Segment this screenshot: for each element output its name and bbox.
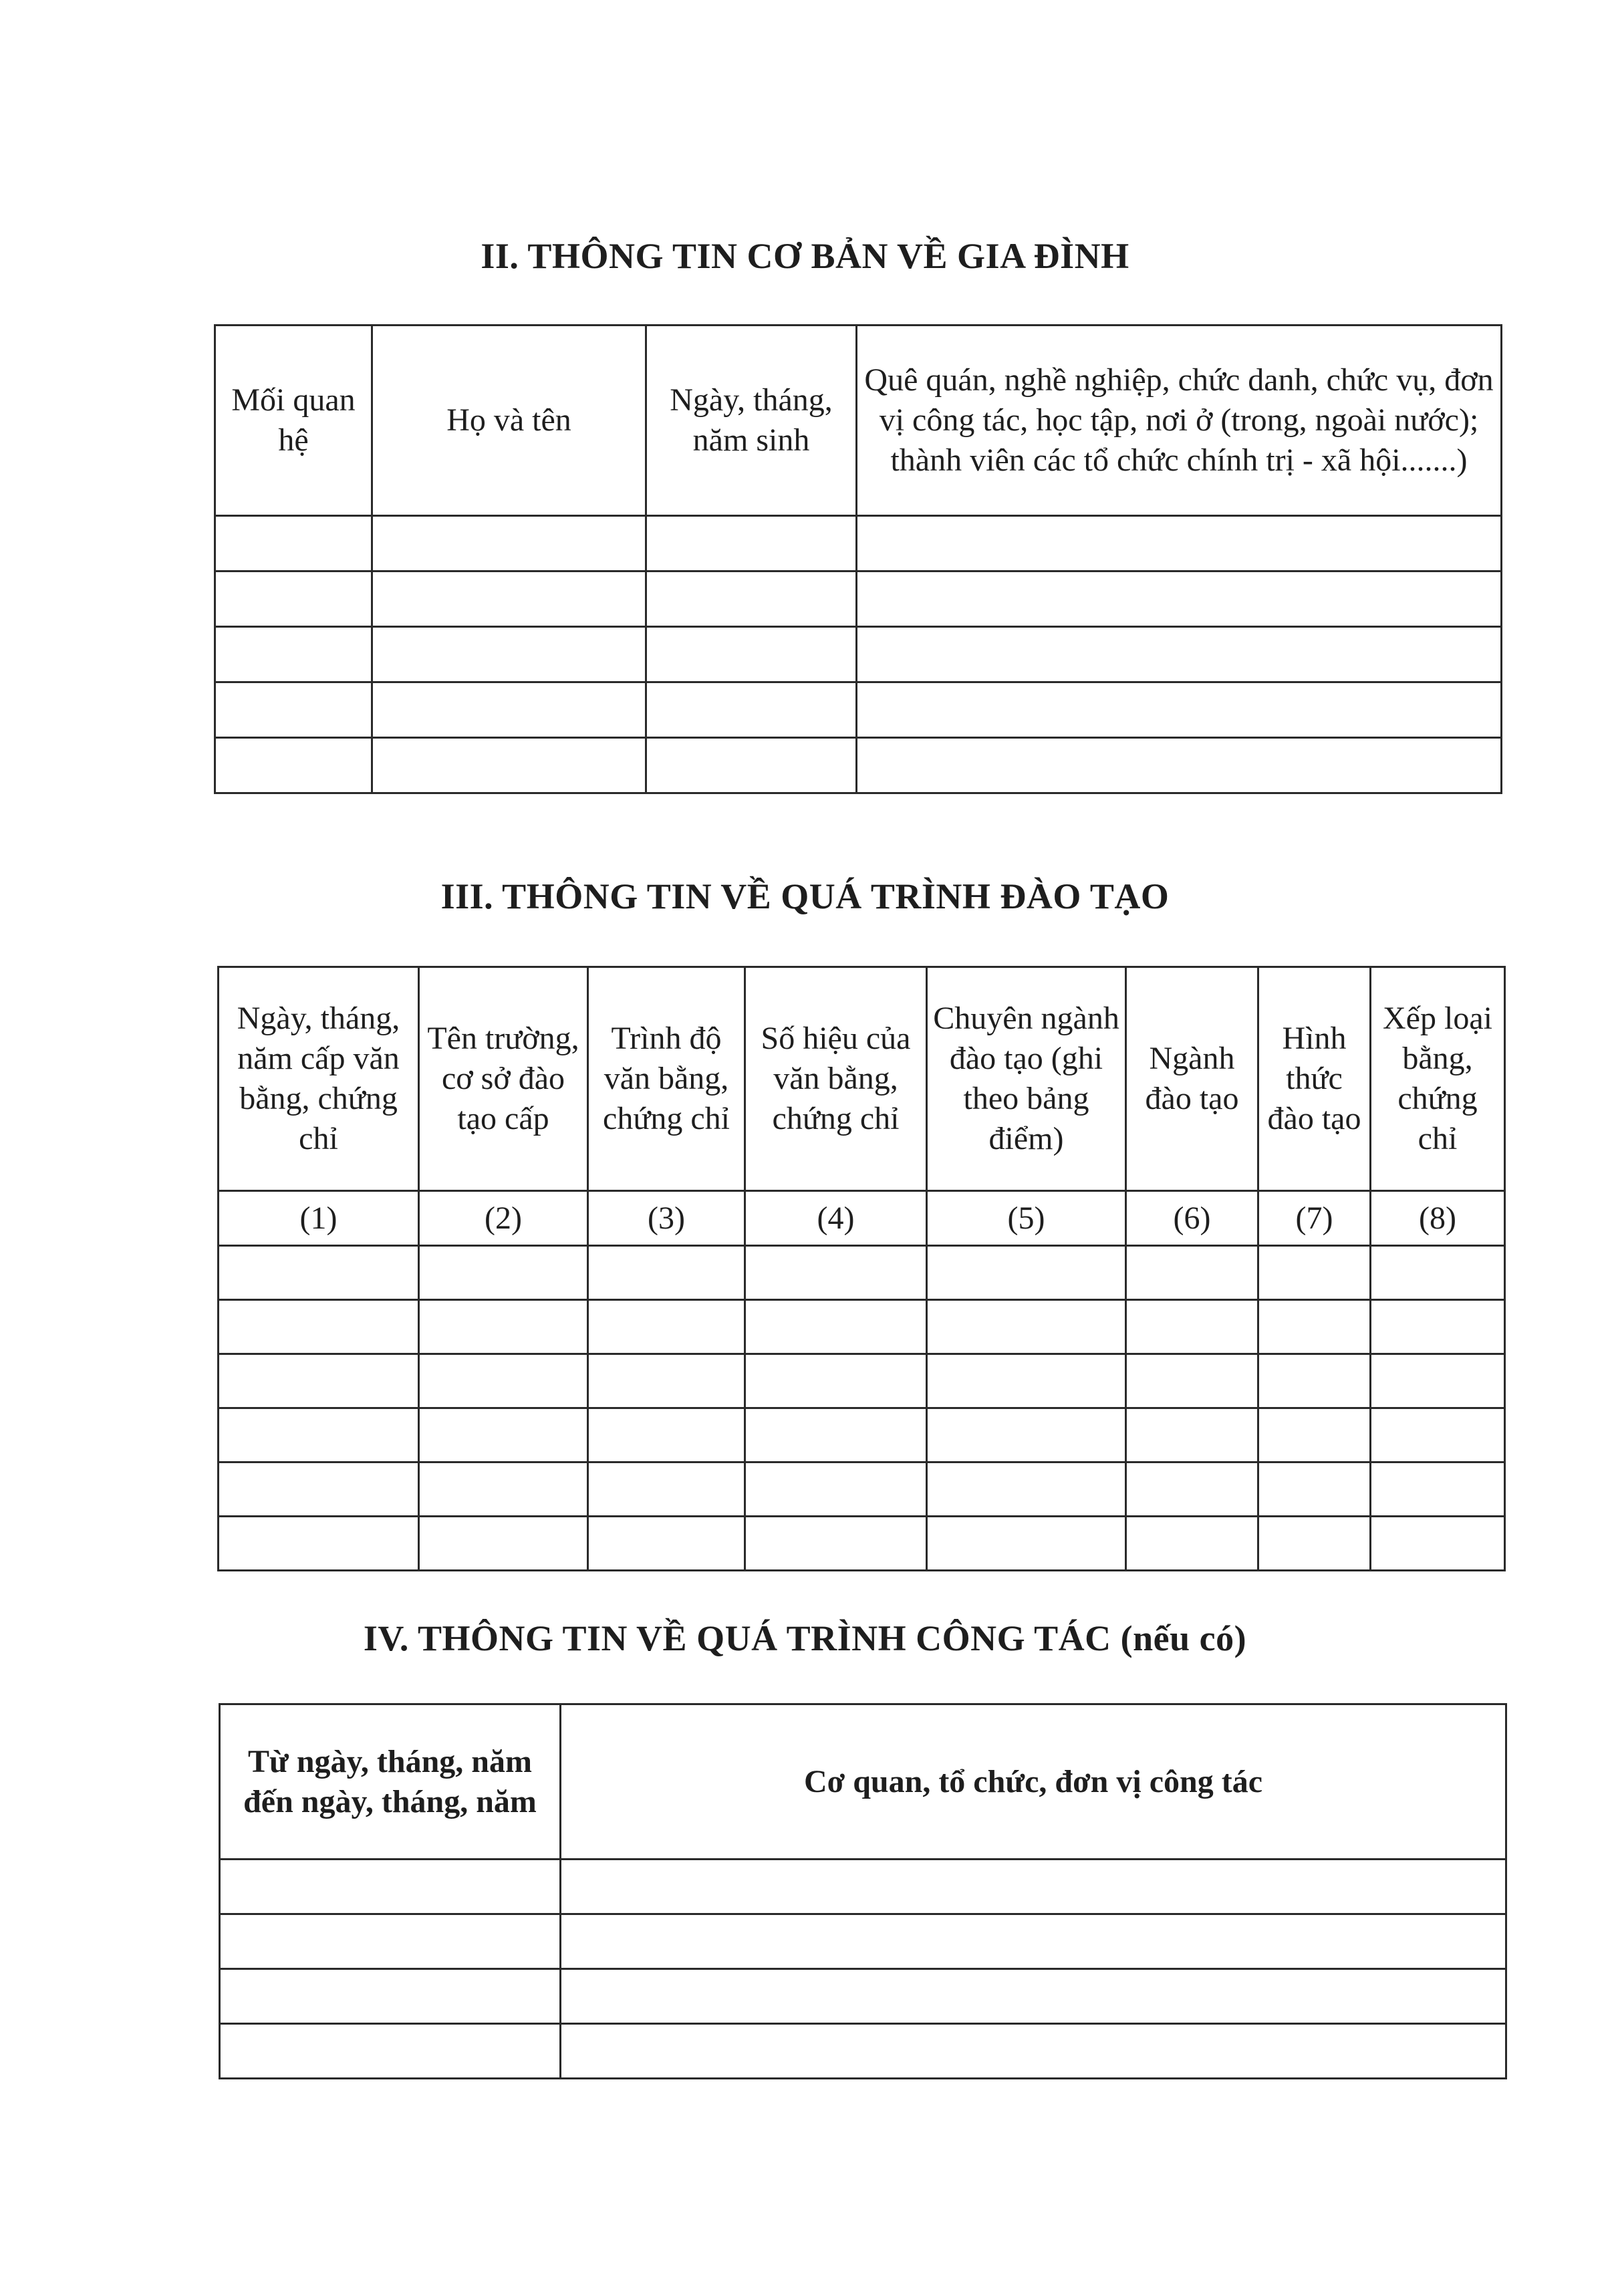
training-table-body [219, 1246, 1505, 1571]
empty-cell[interactable] [745, 1408, 927, 1462]
column-number: (6) [1126, 1191, 1258, 1246]
empty-cell[interactable] [215, 627, 372, 682]
empty-cell[interactable] [857, 627, 1502, 682]
empty-cell[interactable] [1371, 1300, 1505, 1354]
empty-cell[interactable] [1258, 1354, 1371, 1408]
empty-cell[interactable] [419, 1408, 588, 1462]
empty-cell[interactable] [927, 1300, 1126, 1354]
empty-cell[interactable] [372, 627, 646, 682]
empty-cell[interactable] [215, 571, 372, 627]
empty-cell[interactable] [1371, 1517, 1505, 1571]
empty-cell[interactable] [561, 1914, 1506, 1969]
empty-cell[interactable] [1126, 1354, 1258, 1408]
empty-cell[interactable] [561, 1860, 1506, 1914]
table-row [219, 1354, 1505, 1408]
empty-cell[interactable] [588, 1408, 745, 1462]
empty-cell[interactable] [745, 1517, 927, 1571]
empty-cell[interactable] [1126, 1408, 1258, 1462]
empty-cell[interactable] [927, 1517, 1126, 1571]
column-number: (8) [1371, 1191, 1505, 1246]
header-institution: Tên trường, cơ sở đào tạo cấp [419, 967, 588, 1191]
empty-cell[interactable] [219, 1354, 419, 1408]
header-organization: Cơ quan, tổ chức, đơn vị công tác [561, 1704, 1506, 1860]
empty-cell[interactable] [419, 1300, 588, 1354]
empty-cell[interactable] [927, 1462, 1126, 1517]
empty-cell[interactable] [745, 1246, 927, 1300]
section-3-title: III. THÔNG TIN VỀ QUÁ TRÌNH ĐÀO TẠO [440, 876, 1170, 916]
work-history-table-body [220, 1860, 1506, 2079]
column-number: (5) [927, 1191, 1126, 1246]
table-row [219, 1246, 1505, 1300]
empty-cell[interactable] [372, 738, 646, 793]
table-row [215, 627, 1502, 682]
empty-cell[interactable] [419, 1354, 588, 1408]
empty-cell[interactable] [857, 516, 1502, 571]
column-number: (3) [588, 1191, 745, 1246]
header-degree-level: Trình độ văn bằng, chứng chỉ [588, 967, 745, 1191]
empty-cell[interactable] [372, 516, 646, 571]
header-classification: Xếp loại bằng, chứng chỉ [1371, 967, 1505, 1191]
header-issue-date: Ngày, tháng, năm cấp văn bằng, chứng chỉ [219, 967, 419, 1191]
empty-cell[interactable] [646, 516, 857, 571]
header-specialization: Chuyên ngành đào tạo (ghi theo bảng điểm) [927, 967, 1126, 1191]
header-field: Ngành đào tạo [1126, 967, 1258, 1191]
empty-cell[interactable] [419, 1246, 588, 1300]
empty-cell[interactable] [219, 1246, 419, 1300]
empty-cell[interactable] [745, 1462, 927, 1517]
family-table [214, 324, 1502, 794]
empty-cell[interactable] [220, 1914, 561, 1969]
work-history-table [219, 1703, 1507, 2079]
empty-cell[interactable] [588, 1300, 745, 1354]
empty-cell[interactable] [646, 682, 857, 738]
empty-cell[interactable] [219, 1517, 419, 1571]
header-relationship: Mối quan hệ [215, 326, 372, 516]
empty-cell[interactable] [1126, 1246, 1258, 1300]
empty-cell[interactable] [1126, 1517, 1258, 1571]
empty-cell[interactable] [220, 2024, 561, 2079]
empty-cell[interactable] [419, 1517, 588, 1571]
table-row [215, 516, 1502, 571]
empty-cell[interactable] [1126, 1462, 1258, 1517]
empty-cell[interactable] [646, 571, 857, 627]
table-row [220, 1914, 1506, 1969]
empty-cell[interactable] [1258, 1517, 1371, 1571]
table-row [220, 1860, 1506, 1914]
column-number: (4) [745, 1191, 927, 1246]
table-row [220, 1969, 1506, 2024]
table-row [215, 682, 1502, 738]
empty-cell[interactable] [857, 682, 1502, 738]
empty-cell[interactable] [745, 1354, 927, 1408]
empty-cell[interactable] [220, 1969, 561, 2024]
empty-cell[interactable] [927, 1354, 1126, 1408]
header-full-name: Họ và tên [372, 326, 646, 516]
empty-cell[interactable] [927, 1408, 1126, 1462]
table-header-row [219, 967, 1505, 1191]
empty-cell[interactable] [419, 1462, 588, 1517]
empty-cell[interactable] [1258, 1408, 1371, 1462]
family-table-body [215, 516, 1502, 793]
empty-cell[interactable] [857, 738, 1502, 793]
column-number: (1) [219, 1191, 419, 1246]
column-number-row [219, 1191, 1505, 1246]
table-row [215, 571, 1502, 627]
empty-cell[interactable] [588, 1354, 745, 1408]
empty-cell[interactable] [646, 738, 857, 793]
table-row [219, 1408, 1505, 1462]
header-training-mode: Hình thức đào tạo [1258, 967, 1371, 1191]
empty-cell[interactable] [745, 1300, 927, 1354]
table-header-row [215, 326, 1502, 516]
empty-cell[interactable] [372, 571, 646, 627]
empty-cell[interactable] [588, 1246, 745, 1300]
header-details: Quê quán, nghề nghiệp, chức danh, chức vụ, đơn vị công tác, học tập, nơi ở (trong, ngoài nước); thành viên các tổ chức chính trị - xã hội.......) [857, 326, 1502, 516]
table-row [220, 2024, 1506, 2079]
empty-cell[interactable] [219, 1462, 419, 1517]
empty-cell[interactable] [1258, 1300, 1371, 1354]
empty-cell[interactable] [215, 682, 372, 738]
table-header-row [220, 1704, 1506, 1860]
empty-cell[interactable] [1371, 1354, 1505, 1408]
empty-cell[interactable] [927, 1246, 1126, 1300]
empty-cell[interactable] [1371, 1462, 1505, 1517]
empty-cell[interactable] [219, 1408, 419, 1462]
header-birth-date: Ngày, tháng, năm sinh [646, 326, 857, 516]
empty-cell[interactable] [372, 682, 646, 738]
empty-cell[interactable] [1126, 1300, 1258, 1354]
empty-cell[interactable] [561, 1969, 1506, 2024]
column-number: (7) [1258, 1191, 1371, 1246]
empty-cell[interactable] [215, 738, 372, 793]
empty-cell[interactable] [1371, 1246, 1505, 1300]
empty-cell[interactable] [588, 1462, 745, 1517]
table-row [215, 738, 1502, 793]
empty-cell[interactable] [1258, 1462, 1371, 1517]
table-row [219, 1462, 1505, 1517]
empty-cell[interactable] [220, 1860, 561, 1914]
empty-cell[interactable] [219, 1300, 419, 1354]
empty-cell[interactable] [561, 2024, 1506, 2079]
empty-cell[interactable] [1258, 1246, 1371, 1300]
table-row [219, 1517, 1505, 1571]
empty-cell[interactable] [1371, 1408, 1505, 1462]
empty-cell[interactable] [215, 516, 372, 571]
empty-cell[interactable] [857, 571, 1502, 627]
empty-cell[interactable] [588, 1517, 745, 1571]
header-certificate-number: Số hiệu của văn bằng, chứng chỉ [745, 967, 927, 1191]
table-row [219, 1300, 1505, 1354]
section-4-title: IV. THÔNG TIN VỀ QUÁ TRÌNH CÔNG TÁC (nếu có) [363, 1618, 1247, 1658]
empty-cell[interactable] [646, 627, 857, 682]
section-2-title: II. THÔNG TIN CƠ BẢN VỀ GIA ĐÌNH [481, 236, 1129, 276]
column-number: (2) [419, 1191, 588, 1246]
header-period: Từ ngày, tháng, năm đến ngày, tháng, năm [220, 1704, 561, 1860]
training-table [217, 966, 1506, 1571]
